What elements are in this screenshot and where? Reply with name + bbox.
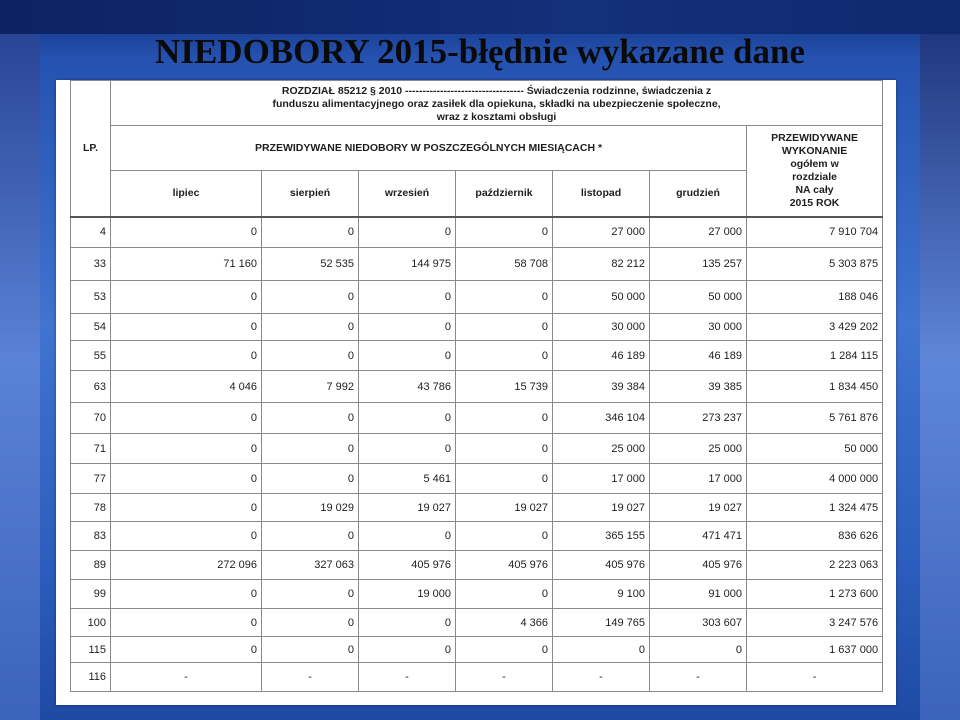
month-value-cell: 19 000 bbox=[359, 580, 456, 609]
month-value-cell: 135 257 bbox=[650, 248, 747, 281]
total-value-cell: 5 303 875 bbox=[747, 248, 883, 281]
table-row bbox=[71, 663, 883, 692]
month-value-cell: 19 027 bbox=[456, 494, 553, 522]
month-value-cell: 17 000 bbox=[650, 464, 747, 494]
month-value-cell: 0 bbox=[111, 434, 262, 464]
section-header-line: ROZDZIAŁ 85212 § 2010 ---------------------------------- Świadczenia rodzinne, świadczenia z bbox=[281, 84, 712, 97]
month-value-cell: 0 bbox=[111, 637, 262, 663]
month-value-cell: 346 104 bbox=[553, 403, 650, 434]
background-band-left bbox=[0, 0, 40, 720]
row-lp-cell: 33 bbox=[71, 248, 111, 281]
row-lp-cell: 77 bbox=[71, 464, 111, 494]
month-value-cell: - bbox=[111, 663, 262, 692]
month-value-cell: 0 bbox=[111, 403, 262, 434]
month-value-cell: 39 384 bbox=[553, 371, 650, 403]
month-value-cell: 39 385 bbox=[650, 371, 747, 403]
month-value-cell: 5 461 bbox=[359, 464, 456, 494]
month-value-cell: 91 000 bbox=[650, 580, 747, 609]
total-value-cell: 5 761 876 bbox=[747, 403, 883, 434]
section-header-line: funduszu alimentacyjnego oraz zasiłek dla opiekuna, składki na ubezpieczenie społeczne, bbox=[272, 97, 721, 110]
month-value-cell: 0 bbox=[359, 341, 456, 371]
month-value-cell: 0 bbox=[456, 434, 553, 464]
month-value-cell: 0 bbox=[359, 609, 456, 637]
total-value-cell: 188 046 bbox=[747, 281, 883, 314]
total-header bbox=[747, 126, 883, 217]
table-row bbox=[71, 464, 883, 494]
row-lp-cell: 53 bbox=[71, 281, 111, 314]
month-value-cell: 46 189 bbox=[650, 341, 747, 371]
month-value-cell: - bbox=[553, 663, 650, 692]
month-value-cell: 0 bbox=[262, 464, 359, 494]
total-value-cell: 1 637 000 bbox=[747, 637, 883, 663]
month-value-cell: 46 189 bbox=[553, 341, 650, 371]
total-value-cell: 1 273 600 bbox=[747, 580, 883, 609]
month-value-cell: 0 bbox=[359, 403, 456, 434]
total-header-line: ogółem w bbox=[790, 157, 839, 170]
month-value-cell: 0 bbox=[111, 217, 262, 248]
month-value-cell: 0 bbox=[262, 281, 359, 314]
month-value-cell: 405 976 bbox=[553, 551, 650, 580]
total-header-line: WYKONANIE bbox=[781, 144, 848, 157]
month-header-october: październik bbox=[456, 171, 553, 217]
table-row bbox=[71, 217, 883, 248]
month-value-cell: 405 976 bbox=[359, 551, 456, 580]
month-value-cell: 405 976 bbox=[456, 551, 553, 580]
month-value-cell: 0 bbox=[111, 314, 262, 341]
row-lp-cell: 115 bbox=[71, 637, 111, 663]
month-value-cell: 0 bbox=[111, 609, 262, 637]
month-value-cell: 0 bbox=[456, 580, 553, 609]
month-value-cell: 0 bbox=[456, 281, 553, 314]
month-value-cell: 0 bbox=[262, 217, 359, 248]
table-body bbox=[71, 217, 883, 692]
month-value-cell: 303 607 bbox=[650, 609, 747, 637]
total-value-cell: 2 223 063 bbox=[747, 551, 883, 580]
table-row bbox=[71, 341, 883, 371]
month-value-cell: 25 000 bbox=[650, 434, 747, 464]
month-value-cell: 19 027 bbox=[359, 494, 456, 522]
month-value-cell: - bbox=[359, 663, 456, 692]
month-value-cell: 0 bbox=[262, 637, 359, 663]
section-header-line: wraz z kosztami obsługi bbox=[436, 110, 557, 123]
total-value-cell: 3 247 576 bbox=[747, 609, 883, 637]
row-lp-cell: 116 bbox=[71, 663, 111, 692]
month-value-cell: 30 000 bbox=[650, 314, 747, 341]
month-value-cell: 50 000 bbox=[650, 281, 747, 314]
month-value-cell: 52 535 bbox=[262, 248, 359, 281]
total-value-cell: - bbox=[747, 663, 883, 692]
total-value-cell: 1 284 115 bbox=[747, 341, 883, 371]
month-value-cell: 471 471 bbox=[650, 522, 747, 551]
month-value-cell: 0 bbox=[111, 464, 262, 494]
scanned-document bbox=[56, 80, 896, 705]
section-header bbox=[111, 81, 883, 126]
month-value-cell: 19 027 bbox=[650, 494, 747, 522]
month-value-cell: 27 000 bbox=[553, 217, 650, 248]
month-value-cell: 71 160 bbox=[111, 248, 262, 281]
month-value-cell: 273 237 bbox=[650, 403, 747, 434]
month-value-cell: 0 bbox=[456, 314, 553, 341]
row-lp-cell: 100 bbox=[71, 609, 111, 637]
month-value-cell: - bbox=[262, 663, 359, 692]
total-value-cell: 3 429 202 bbox=[747, 314, 883, 341]
month-header-july: lipiec bbox=[111, 171, 262, 217]
month-value-cell: 82 212 bbox=[553, 248, 650, 281]
month-value-cell: 365 155 bbox=[553, 522, 650, 551]
months-header: PRZEWIDYWANE NIEDOBORY W POSZCZEGÓLNYCH MIESIĄCACH * bbox=[111, 126, 747, 171]
table-row bbox=[71, 522, 883, 551]
month-value-cell: 0 bbox=[456, 217, 553, 248]
table-row bbox=[71, 494, 883, 522]
month-value-cell: 0 bbox=[456, 403, 553, 434]
row-lp-cell: 63 bbox=[71, 371, 111, 403]
month-value-cell: 0 bbox=[262, 580, 359, 609]
month-value-cell: 0 bbox=[111, 580, 262, 609]
month-value-cell: 50 000 bbox=[553, 281, 650, 314]
month-value-cell: 25 000 bbox=[553, 434, 650, 464]
total-value-cell: 1 324 475 bbox=[747, 494, 883, 522]
month-header-september: wrzesień bbox=[359, 171, 456, 217]
total-value-cell: 4 000 000 bbox=[747, 464, 883, 494]
month-value-cell: 0 bbox=[262, 341, 359, 371]
table-row bbox=[71, 551, 883, 580]
month-value-cell: 0 bbox=[262, 609, 359, 637]
month-value-cell: 0 bbox=[262, 434, 359, 464]
month-value-cell: 405 976 bbox=[650, 551, 747, 580]
month-value-cell: 30 000 bbox=[553, 314, 650, 341]
month-value-cell: 0 bbox=[456, 464, 553, 494]
row-lp-cell: 55 bbox=[71, 341, 111, 371]
month-value-cell: 4 046 bbox=[111, 371, 262, 403]
month-value-cell: 0 bbox=[111, 281, 262, 314]
month-value-cell: 19 029 bbox=[262, 494, 359, 522]
month-value-cell: 0 bbox=[456, 522, 553, 551]
row-lp-cell: 71 bbox=[71, 434, 111, 464]
table-row bbox=[71, 314, 883, 341]
total-value-cell: 1 834 450 bbox=[747, 371, 883, 403]
month-value-cell: 19 027 bbox=[553, 494, 650, 522]
month-value-cell: 0 bbox=[262, 403, 359, 434]
month-value-cell: 0 bbox=[456, 637, 553, 663]
row-lp-cell: 83 bbox=[71, 522, 111, 551]
month-value-cell: 0 bbox=[359, 522, 456, 551]
month-value-cell: 0 bbox=[359, 434, 456, 464]
total-header-line: 2015 ROK bbox=[789, 196, 840, 209]
month-value-cell: 9 100 bbox=[553, 580, 650, 609]
month-value-cell: 0 bbox=[359, 281, 456, 314]
month-value-cell: - bbox=[456, 663, 553, 692]
month-value-cell: 0 bbox=[359, 314, 456, 341]
row-lp-cell: 99 bbox=[71, 580, 111, 609]
table-row bbox=[71, 248, 883, 281]
month-value-cell: 0 bbox=[111, 494, 262, 522]
total-value-cell: 50 000 bbox=[747, 434, 883, 464]
month-value-cell: 7 992 bbox=[262, 371, 359, 403]
background-band-right bbox=[920, 0, 960, 720]
total-header-line: PRZEWIDYWANE bbox=[771, 131, 858, 144]
total-value-cell: 7 910 704 bbox=[747, 217, 883, 248]
month-value-cell: 4 366 bbox=[456, 609, 553, 637]
month-value-cell: 0 bbox=[111, 522, 262, 551]
month-value-cell: 27 000 bbox=[650, 217, 747, 248]
table-row bbox=[71, 281, 883, 314]
shortfall-table bbox=[70, 80, 883, 692]
row-lp-cell: 70 bbox=[71, 403, 111, 434]
month-value-cell: 327 063 bbox=[262, 551, 359, 580]
month-value-cell: 0 bbox=[553, 637, 650, 663]
month-value-cell: 0 bbox=[359, 637, 456, 663]
row-lp-cell: 54 bbox=[71, 314, 111, 341]
month-header-december: grudzień bbox=[650, 171, 747, 217]
row-lp-cell: 4 bbox=[71, 217, 111, 248]
table-row bbox=[71, 580, 883, 609]
month-header-november: listopad bbox=[553, 171, 650, 217]
table-row bbox=[71, 434, 883, 464]
table-row bbox=[71, 371, 883, 403]
month-value-cell: 43 786 bbox=[359, 371, 456, 403]
total-value-cell: 836 626 bbox=[747, 522, 883, 551]
row-lp-cell: 89 bbox=[71, 551, 111, 580]
month-value-cell: 272 096 bbox=[111, 551, 262, 580]
month-value-cell: 149 765 bbox=[553, 609, 650, 637]
table-row bbox=[71, 637, 883, 663]
month-value-cell: 0 bbox=[111, 341, 262, 371]
month-value-cell: 0 bbox=[650, 637, 747, 663]
total-header-line: rozdziale bbox=[792, 170, 837, 183]
table-row bbox=[71, 609, 883, 637]
month-value-cell: 17 000 bbox=[553, 464, 650, 494]
total-header-line: NA cały bbox=[795, 183, 834, 196]
month-value-cell: 0 bbox=[359, 217, 456, 248]
month-value-cell: 0 bbox=[262, 314, 359, 341]
month-value-cell: 0 bbox=[456, 341, 553, 371]
month-value-cell: - bbox=[650, 663, 747, 692]
row-lp-cell: 78 bbox=[71, 494, 111, 522]
month-value-cell: 58 708 bbox=[456, 248, 553, 281]
month-value-cell: 144 975 bbox=[359, 248, 456, 281]
lp-header: LP. bbox=[71, 81, 111, 217]
month-value-cell: 0 bbox=[262, 522, 359, 551]
month-header-august: sierpień bbox=[262, 171, 359, 217]
month-value-cell: 15 739 bbox=[456, 371, 553, 403]
table-row bbox=[71, 403, 883, 434]
slide-title: NIEDOBORY 2015-błędnie wykazane dane bbox=[155, 32, 805, 71]
